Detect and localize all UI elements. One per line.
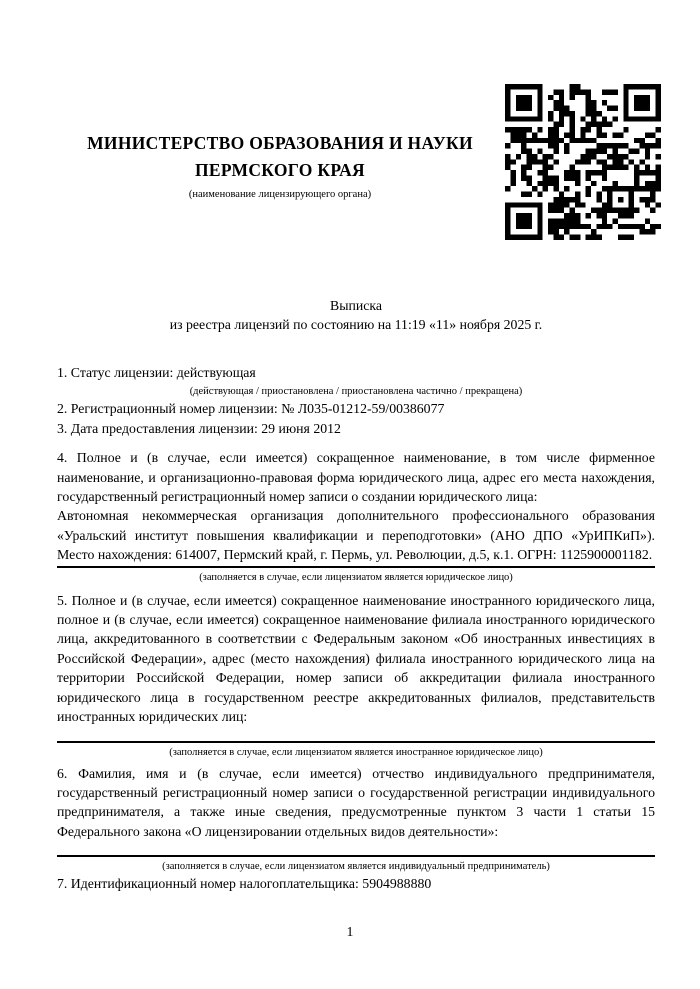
foreign-entity-caption: (заполняется в случае, если лицензиатом является иностранное юридическое лицо) [169, 746, 543, 758]
foreign-entity-description: 5. Полное и (в случае, если имеется) сокращенное наименование иностранного юридического лица, полное и (в случае, если имеется) сокращенное наименование филиала иностранного юридического лица, аккредитованного в соответствии с Федеральным законом «Об иностранных инвестициях в Российской Федерации», адрес (место нахождения) филиала иностранного юридического лица на территории Российской Федерации, номер записи об аккредитации филиала иностранного юридического лица в государственном реестре аккредитованных филиалов, представительств иностранных юридических лиц: [57, 592, 655, 725]
individual-value-blank [57, 841, 655, 857]
item-license-status-caption: (действующая / приостановлена / приостановлена частично / прекращена) [189, 386, 523, 398]
document-title [57, 296, 655, 335]
document-title-line2: из реестра лицензий по состоянию на 11:19 «11» ноября 2025 г. [169, 317, 543, 333]
item-foreign-entity [57, 591, 655, 760]
item-grant-date: 3. Дата предоставления лицензии: 29 июня 2012 [57, 420, 341, 436]
authority-name-line2: ПЕРМСКОГО КРАЯ [195, 160, 365, 180]
authority-name-caption: (наименование лицензирующего органа) [188, 189, 372, 200]
item-individual-entrepreneur [57, 764, 655, 875]
legal-entity-value: Автономная некоммерческая организация дополнительного профессионального образования «Уральский институт повышения квалификации и переподготовки» (АНО ДПО «УрИПКиП»). Место нахождения: 614007, Пермский край, г. Пермь, ул. Революции, д.5, к.1. ОГРН: 1125900001182. [57, 506, 655, 567]
licensing-authority-header [57, 130, 503, 202]
document-body [57, 363, 655, 894]
qr-code-icon [505, 84, 661, 240]
page-number: 1 [346, 924, 354, 939]
item-taxpayer-number: 7. Идентификационный номер налогоплательщика: 5904988880 [57, 876, 432, 892]
foreign-entity-value-blank [57, 727, 655, 743]
legal-entity-caption: (заполняется в случае, если лицензиатом является юридическое лицо) [199, 571, 513, 583]
legal-entity-description: 4. Полное и (в случае, если имеется) сокращенное наименование, в том числе фирменное наименование, и организационно-правовая форма юридического лица, адрес его места нахождения, государственный регистрационный номер записи о создании юридического лица: [57, 450, 655, 505]
item-legal-entity [57, 448, 655, 584]
item-registration-number: 2. Регистрационный номер лицензии: № Л035-01212-59/00386077 [57, 401, 445, 417]
authority-name-line1: МИНИСТЕРСТВО ОБРАЗОВАНИЯ И НАУКИ [87, 133, 473, 153]
individual-description: 6. Фамилия, имя и (в случае, если имеется) отчество индивидуального предпринимателя, государственный регистрационный номер записи о государственной регистрации индивидуального предпринимателя, а также иные сведения, предусмотренные пунктом 3 части 1 статьи 15 Федерального закона «О лицензировании отдельных видов деятельности»: [57, 765, 655, 839]
item-license-status: 1. Статус лицензии: действующая [57, 365, 256, 380]
document-title-line1: Выписка [330, 298, 382, 313]
individual-caption: (заполняется в случае, если лицензиатом является индивидуальный предприниматель) [162, 861, 550, 873]
